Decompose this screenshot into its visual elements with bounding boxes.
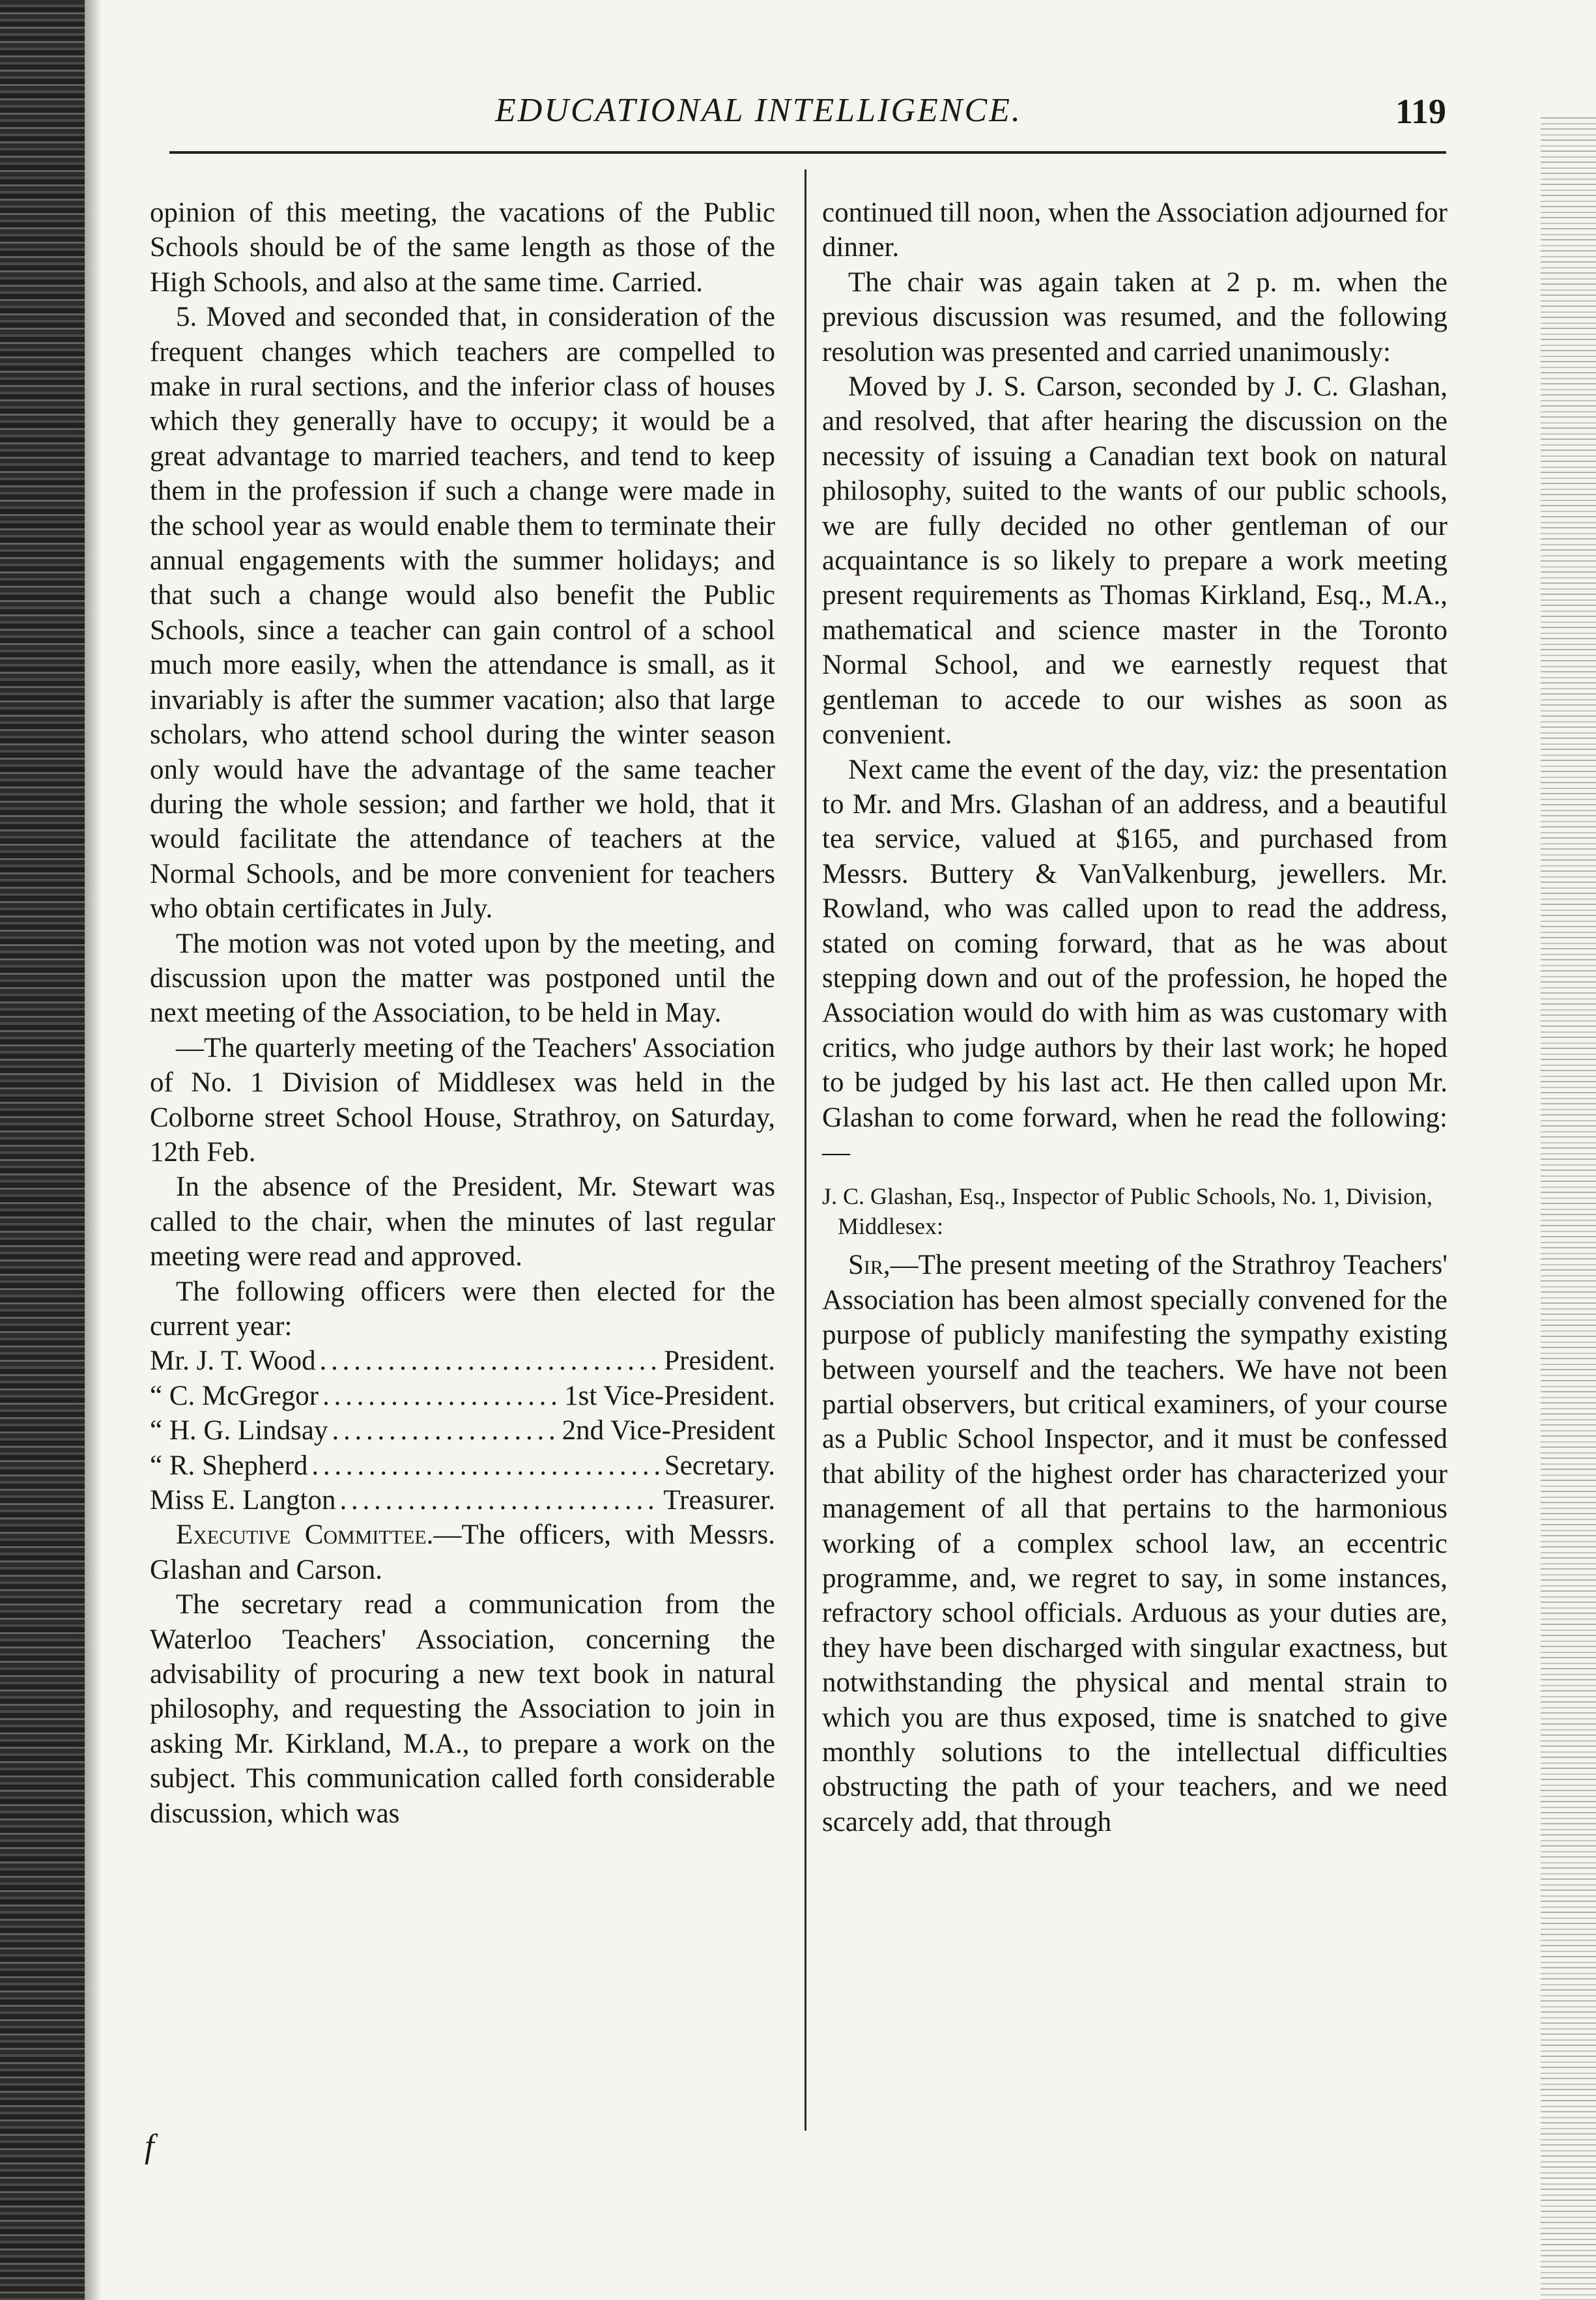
officer-row [150,1344,775,1378]
leader-dots [339,1483,659,1517]
salutation: Sir, [848,1250,891,1281]
paragraph: opinion of this meeting, the vacations of the Public Schools should be of the same length as those of the High Schools, and also at the same time. Carried. [150,197,775,298]
executive-committee-label: Executive Committee. [176,1519,434,1551]
leader-dots [311,1448,660,1483]
right-column [822,195,1447,1839]
officer-row [150,1448,775,1483]
executive-committee-text: —The officers, with Messrs. Glashan and Carson. [150,1519,775,1585]
officer-name: “ R. Shepherd [150,1450,308,1481]
address-body: —The present meeting of the Strathroy Teachers' Association has been almost specially convened for the purpose of publicly manifesting the sympathy existing between yourself and the teachers. We have not been partial observers, but critical examiners, of your course as a Public School Inspector, and it must be confessed that ability of the highest order has characterized your management of all that pertains to the harmonious working of a complex school law, an eccentric programme, and, we regret to say, in some instances, refractory school officials. Arduous as your duties are, they have been discharged with singular exactness, but notwithstanding the physical and mental strain to which you are thus exposed, time is snatched to give monthly solutions to the intellectual difficulties obstructing the path of your teachers, and we need scarcely add, that through [822,1250,1447,1837]
officer-role: President. [664,1345,775,1377]
officer-name: Miss E. Langton [150,1485,336,1516]
officer-role: Treasurer. [663,1485,775,1516]
officer-name: “ C. McGregor [150,1380,319,1411]
paragraph: The motion was not voted upon by the meeting, and discussion upon the matter was postponed until the next meeting of the Association, to be held in May. [150,928,775,1029]
left-column [150,195,775,1831]
officer-role: 2nd Vice-President [562,1415,775,1446]
paragraph: continued till noon, when the Association adjourned for dinner. [822,197,1447,263]
running-head [169,91,1446,150]
paragraph: Moved by J. S. Carson, seconded by J. C. Glashan, and resolved, that after hearing the discussion on the necessity of issuing a Canadian text book on natural philosophy, suited to the wants of our public schools, we are fully decided no other gentleman of our acquaintance is so likely to prepare a work meeting present requirements as Thomas Kirkland, Esq., M.A., mathematical and science master in the Toronto Normal School, and we earnestly request that gentleman to accede to our wishes as soon as convenient. [822,371,1447,751]
header-rule [169,151,1446,154]
paragraph [150,1517,775,1587]
leader-dots [320,1344,661,1378]
officer-name: “ H. G. Lindsay [150,1415,328,1446]
folio-mark: f [145,2128,154,2165]
officer-role: Secretary. [664,1450,775,1481]
paragraph: 5. Moved and seconded that, in consideration of the frequent changes which teachers are compelled to make in rural sections, and the inferior class of houses which they generally have to occupy; it would be a great advantage to married teachers, and tend to keep them in the profession if such a change were made in the school year as would enable them to terminate their annual engagements with the summer holidays; and that such a change would also benefit the Public Schools, since a teacher can gain control of a school much more easily, when the attendance is small, as it invariably is after the summer vacation; also that large scholars, who attend school during the winter season only would have the advantage of the same teacher during the whole session; and farther we hold, that it would facilitate the attendance of teachers at the Normal Schools, and be more convenient for teachers who obtain certificates in July. [150,302,775,925]
paragraph [822,1248,1447,1839]
leader-dots [332,1413,558,1448]
address-heading: J. C. Glashan, Esq., Inspector of Public Schools, No. 1, Division, Middlesex: [822,1183,1432,1240]
leader-dots [322,1379,560,1413]
page-edge-shadow [1541,117,1596,2300]
officer-row [150,1483,775,1517]
page-number: 119 [1395,92,1446,131]
paragraph: —The quarterly meeting of the Teachers' Association of No. 1 Division of Middlesex was held in the Colborne street School House, Strathroy, on Saturday, 12th Feb. [150,1032,775,1168]
officer-row [150,1413,775,1448]
running-title: EDUCATIONAL INTELLIGENCE. [495,92,1022,129]
officers-list [150,1344,775,1517]
column-divider [805,169,806,2131]
officer-role: 1st Vice-President. [564,1380,775,1411]
officer-name: Mr. J. T. Wood [150,1345,316,1377]
paragraph: The chair was again taken at 2 p. m. when the previous discussion was resumed, and the following resolution was presented and carried unanimously: [822,266,1447,367]
paragraph: The following officers were then elected for the current year: [150,1276,775,1342]
paragraph: The secretary read a communication from the Waterloo Teachers' Association, concerning the advisability of procuring a new text book in natural philosophy, and requesting the Association to join in asking Mr. Kirkland, M.A., to prepare a work on the subject. This communication called forth considerable discussion, which was [150,1589,775,1829]
book-binding-edge [0,0,85,2300]
paragraph: Next came the event of the day, viz: the presentation to Mr. and Mrs. Glashan of an address, and a beautiful tea service, valued at $165, and purchased from Messrs. Buttery & VanValkenburg, jewellers. Mr. Rowland, who was called upon to read the address, stated on coming forward, that as he was about stepping down and out of the profession, he hoped the Association would do with him as was customary with critics, who judge authors by their last work; he hoped to be judged by his last act. He then called upon Mr. Glashan to come forward, when he read the following:— [822,754,1447,1168]
paragraph: In the absence of the President, Mr. Stewart was called to the chair, when the minutes of last regular meeting were read and approved. [150,1172,775,1272]
officer-row [150,1379,775,1413]
